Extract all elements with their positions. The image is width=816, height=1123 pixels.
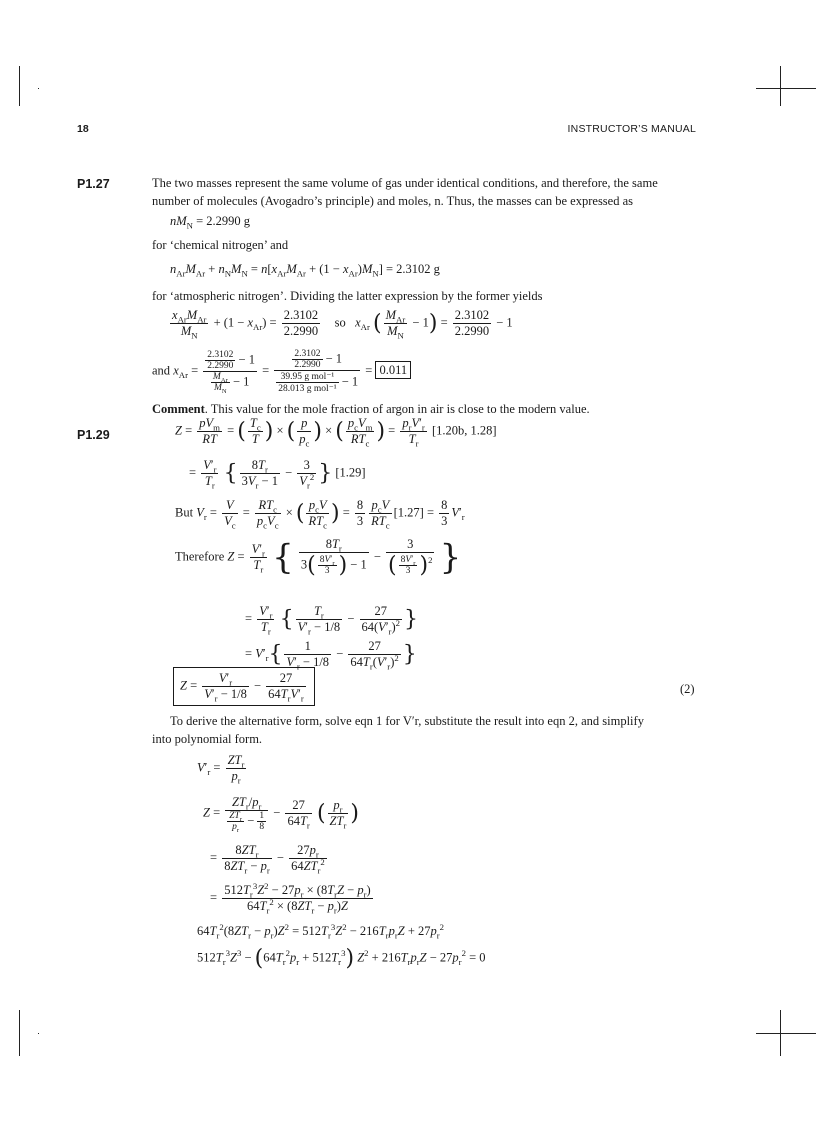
p127-intro	[152, 174, 712, 210]
running-header: INSTRUCTOR’S MANUAL	[567, 123, 696, 135]
p129-derive-line2: into polynomial form.	[152, 732, 263, 746]
p127-intro-line2: number of molecules (Avogadro’s principle) and moles, n. Thus, the masses can be expressed as	[152, 194, 634, 208]
equation-z-step1: = $\frac{V'_r}{T_r}$ { $\frac{T_r}{V'_r - 1/8}$ − $\frac{27}{64(V'_r)^2}$ }	[245, 604, 419, 637]
equation-therefore-z: Therefore Z = $\frac{V'_r}{T_r}$ { $8T_r$ 3( $\frac{8V'_r}{3}$ ) − 1 − 3 ( $\frac{8V'_r}{3}$ )$^2$ }	[175, 537, 462, 578]
equation-number: (2)	[680, 682, 695, 696]
p129-derive-line1: To derive the alternative form, solve eqn 1 for V′r, substitute the result into eqn 2, and simplify	[170, 714, 644, 728]
crop-mark	[756, 88, 816, 89]
crop-dot	[38, 88, 39, 89]
equation-polynomial-expanded: $64T_r^2(8ZT_r - p_r)Z^2 = 512T_r^3Z^2 - 216T_rp_rZ + 27p_r^2$	[197, 921, 445, 941]
equation-polynomial-final: $512T_r^3Z^3 - (64T_r^2p_r + 512T_r^3) Z^2 + 216T_rp_rZ - 27p_r^2 = 0$	[197, 946, 486, 971]
crop-mark	[19, 1010, 20, 1056]
equation-z-step2: = $V'_r${ $\frac{1}{V'_r - 1/8}$ − $\frac{27}{64T_r(V'_r)^2}$ }	[245, 639, 417, 672]
crop-mark	[756, 1033, 816, 1034]
result-box: 0.011	[375, 361, 411, 379]
p127-intro-line1: The two masses represent the same volume of gas under identical conditions, and therefore, the same	[152, 176, 658, 190]
crop-mark	[19, 66, 20, 106]
equation-z-simplified: = $\frac{8ZT_r}{8ZT_r - p_r}$ − $\frac{27p_r}{64ZT_r^2}$	[210, 843, 325, 876]
equation-compression-factor: Z = $\frac{pV_m}{RT}$ = ( $\frac{T_c}{T}$ ) × ( $\frac{p}{p_c}$ ) × ( $\frac{p_cV_m}{RT_c}$ ) = $\frac{p_rV'_r}{T_r}$ [1.20b, 1.28]	[175, 416, 497, 449]
crop-mark	[780, 66, 781, 106]
equation-z-boxed: Z = $\frac{V'_r}{V'_r - 1/8}$ − $\frac{27}{64T_rV'_r}$	[173, 667, 315, 706]
problem-label-p129: P1.29	[77, 428, 110, 442]
p127-atmospheric-text: for ‘atmospheric nitrogen’. Dividing the latter expression by the former yields	[152, 289, 543, 303]
equation-ratio: $\frac{x_{Ar}M_{Ar}}{M_N}$ + $(1 - x_{Ar})$ = $\frac{2.3102}{2.2990}$ so $x_{Ar}$ ( $\frac{M_{Ar}}{M_N}$ − 1) = $\frac{2.3102}{2.2990}$ − 1	[172, 308, 513, 341]
equation-z-combined: = $\frac{512T_r^3Z^2 - 27p_r \times (8T_rZ - p_r)}{64T_r^2 \times (8ZT_r - p_r)Z}$	[210, 880, 371, 916]
equation-moles-nitrogen: $nM_N = 2.2990$ g	[170, 214, 251, 231]
equation-z-vdw: = $\frac{V'_r}{T_r}$ { $\frac{8T_r}{3V_r - 1}$ − $\frac{3}{V_r^2}$ } [1.29]	[189, 458, 366, 491]
p127-comment: Comment. This value for the mole fraction of argon in air is close to the modern value.	[152, 402, 590, 416]
equation-mole-fraction-result: and $x_{Ar}$ = $\frac{2.3102}{2.2990}$ − 1 $\frac{M_{Ar}}{M_N}$ − 1 = $\frac{2.3102}{2.2990}$ − 1 $\frac{\text{39.95 g mol⁻¹}}{\text{28.013 g mol⁻¹}}$ − 1 = 0.011	[152, 349, 411, 394]
p127-chemical-text: for ‘chemical nitrogen’ and	[152, 238, 289, 252]
p129-derive-text	[152, 712, 712, 748]
equation-z-substituted: Z = $ZT_r/p_r$ $\frac{ZT_r}{p_r}$ − $\frac{1}{8}$ − $\frac{27}{64T_r}$ ( $\frac{p_r}{ZT_r}$ )	[203, 795, 359, 834]
crop-dot	[38, 1033, 39, 1034]
equation-reduced-volume: But $V_r$ = $\frac{V}{V_c}$ = $\frac{RT_c}{p_cV_c}$ × ( $\frac{p_cV}{RT_c}$ ) = $\frac{8}{3}$ $\frac{p_cV}{RT_c}$ [1.27] = $\frac{8}{3}$ $V'_r$	[175, 498, 465, 531]
page-number: 18	[77, 123, 89, 135]
equation-atmospheric-mass: $n_{Ar}M_{Ar} + n_NM_N = n[x_{Ar}M_{Ar} + (1 - x_{Ar})M_N] = 2.3102$ g	[170, 262, 440, 279]
problem-label-p127: P1.27	[77, 177, 110, 191]
equation-vr-prime: $V'_r$ = $\frac{ZT_r}{p_r}$	[197, 753, 245, 786]
